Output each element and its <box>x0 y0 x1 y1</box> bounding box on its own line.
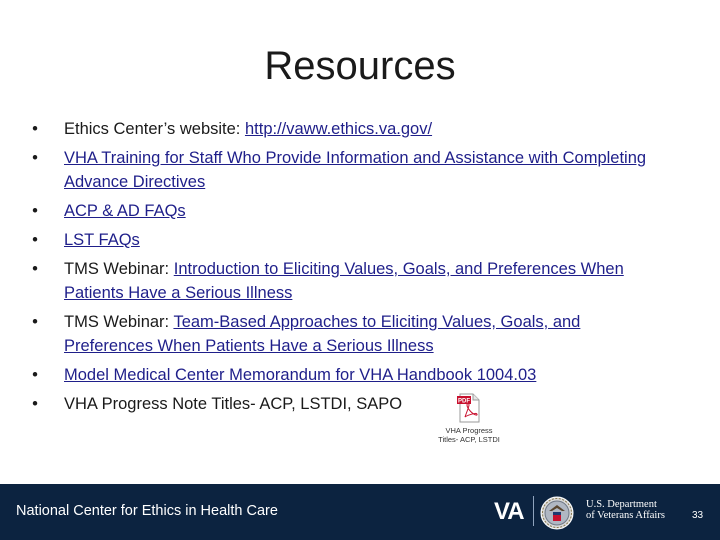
bullet-text: VHA Progress Note Titles- ACP, LSTDI, SAPO <box>64 395 403 413</box>
dept-line2: of Veterans Affairs <box>586 510 665 521</box>
bullet-glyph: • <box>32 366 38 384</box>
list-item <box>28 392 668 416</box>
slide-title: Resources <box>264 44 456 88</box>
acp-ad-faqs-link[interactable]: ACP & AD FAQs <box>64 202 186 220</box>
vha-training-link[interactable]: VHA Training for Staff Who Provide Information and Assistance with Completing Advance Directives <box>64 149 647 191</box>
bullet-glyph: • <box>32 313 38 331</box>
ethics-website-link[interactable]: http://vaww.ethics.va.gov/ <box>244 120 433 138</box>
bullet-glyph: • <box>32 260 38 278</box>
footer-org-text: National Center for Ethics in Health Care <box>16 503 278 519</box>
resource-list <box>28 117 668 421</box>
va-seal-icon <box>540 496 574 530</box>
bullet-text: TMS Webinar: <box>64 260 174 278</box>
list-item <box>28 146 668 194</box>
model-memo-link[interactable]: Model Medical Center Memorandum for VHA Handbook 1004.03 <box>64 366 537 384</box>
attachment-label[interactable] <box>424 426 514 444</box>
dept-name <box>586 499 665 521</box>
pdf-attachment[interactable] <box>424 393 514 444</box>
bullet-text: Ethics Center’s website: <box>64 120 245 138</box>
bullet-glyph: • <box>32 149 38 167</box>
page-number: 33 <box>692 510 704 521</box>
va-logo: VA <box>494 498 524 525</box>
bullet-glyph: • <box>32 231 38 249</box>
list-item <box>28 363 668 387</box>
list-item <box>28 257 668 305</box>
bullet-text: TMS Webinar: <box>64 313 174 331</box>
attachment-label-line1: VHA Progress <box>445 426 493 435</box>
attachment-label-line2: Titles- ACP, LSTDI <box>438 435 500 444</box>
bullet-glyph: • <box>32 395 38 413</box>
pdf-icon[interactable] <box>457 393 481 423</box>
bullet-glyph: • <box>32 120 38 138</box>
list-item <box>28 310 668 358</box>
lst-faqs-link[interactable]: LST FAQs <box>64 231 140 249</box>
logo-divider <box>533 496 534 526</box>
bullet-glyph: • <box>32 202 38 220</box>
list-item <box>28 117 668 141</box>
pdf-badge-text: PDF <box>458 398 470 405</box>
footer-bar <box>0 484 720 540</box>
list-item <box>28 228 668 252</box>
list-item <box>28 199 668 223</box>
intro-webinar-link[interactable]: Introduction to Eliciting Values, Goals, and Preferences When Patients Have a Serious Illness <box>64 260 624 302</box>
dept-line1: U.S. Department <box>586 499 657 510</box>
team-webinar-link[interactable]: Team-Based Approaches to Eliciting Values, Goals, and Preferences When Patients Have a Serious Illness <box>64 313 581 355</box>
